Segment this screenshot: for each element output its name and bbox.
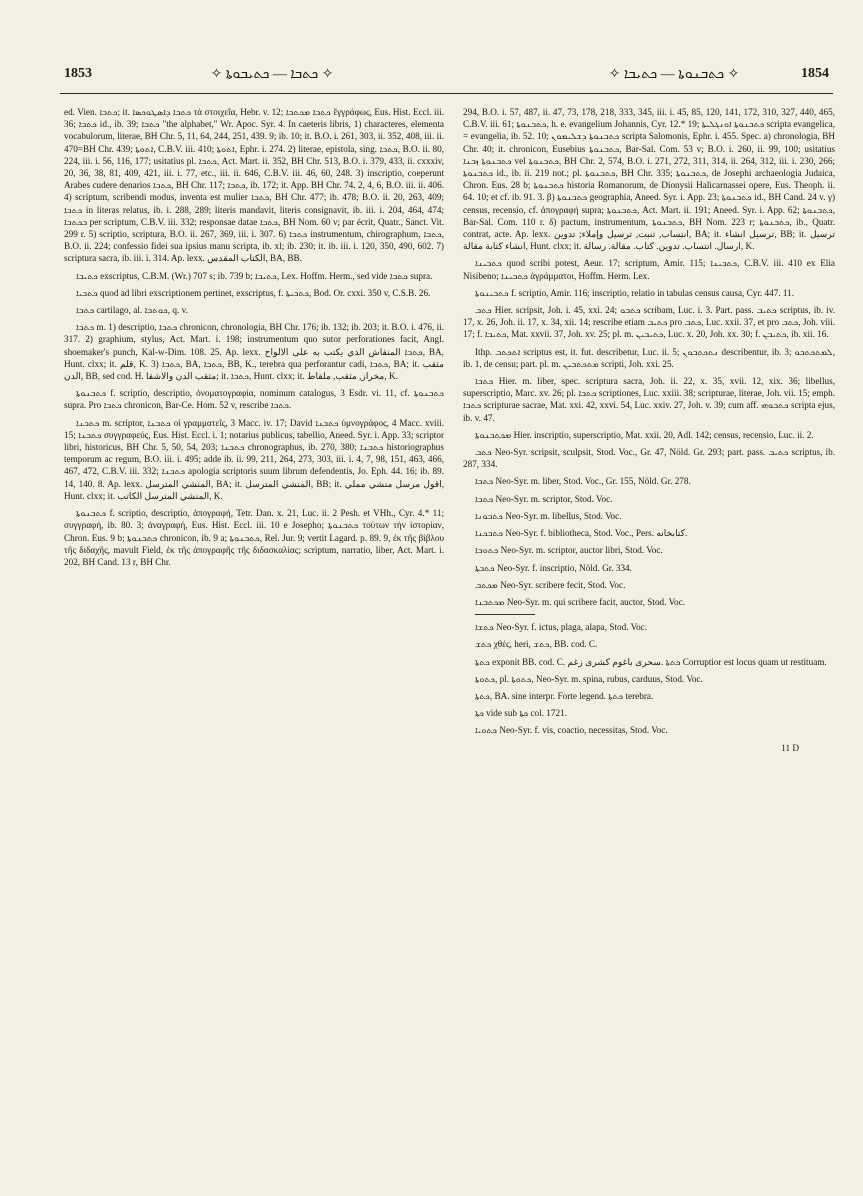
dictionary-entry: ܟܬܝܒܐ exscriptus, C.B.M. (Wr.) 707 s; ib. 739 b; ܟܬܝܒܐ, Lex. Hoffm. Herm., sed vide ܟܬܒܐ supra. — [76, 270, 433, 281]
dictionary-entry: ܟܬܒܐ Neo-Syr. m. scriptor, Stod. Voc. — [475, 493, 613, 504]
dictionary-entry: ܟܬܒܝܐ quod ad libri exscriptionem pertinet, exscriptus, f. ܟܬܒܝܬܐ, Bod. Or. cxxi. 350 v, C.S.B. 26. — [76, 287, 431, 298]
dictionary-entry: ܟܬܘܝܐ Neo-Syr. f. vis, coactio, necessitas, Stod. Voc. — [475, 725, 668, 736]
dictionary-entry: ܟܬܘܒܐ Neo-Syr. m. scriptor, auctor libri, Stod. Voc. — [475, 545, 663, 556]
dictionary-entry: ܟܬܘܬܐ, pl. ܟܬܘܬܐ, Neo-Syr. m. spina, rubus, carduus, Stod. Voc. — [475, 673, 703, 684]
dictionary-entry: ܟܬܒܐ cartilago, al. ܟܘܬܒܐ, q. v. — [76, 305, 188, 316]
dictionary-entry: ܟܬܒܢܐ m. scriptor, ܟܬܒܢܐ οἱ γραμματεῖς, 3 Macc. iv. 17; David ܟܬܒܢܐ ὑμνογράφος, 4 Macc. xviii. 15; ܟܬܒܢܐ συγγραφεύς, Eus. Hist. Eccl. i. 1; notarius publicus, tabellio, Aneed. Syr. i. App. 33; scriptor libri, historicus, BH Chr. 5, 50, 54, 203; ܟܬܒܢܐ chronographus, ib. 270, 380; ܟܬܒܢܐ historiographus temporum ac regum, B.O. iii. i. 495; adde ib. ii. 99, 211, 264, 273, 303, iii. i. 4, 7, 98, 151, 463, 466, 467, 472, C.B.V. iii. 332; ܟܬܒܢܐ apologia scriptoris suum librum defendentis, Jo. Eph. 44. 16; ib. 89. 14, 140. 8. Ap. lexx. المنشي المترسل, BA; it. المنشي المترسل, BB; it. اقول مرسل منشي مملي, Hunt. clxx; it. المنشي المترسل الكاتب, K. — [64, 417, 445, 501]
right-column — [463, 106, 835, 763]
dictionary-entry: ܡܟܬܒܢܘܬܐ Hier. inscriptio, superscriptio, Mat. xxii. 20, Adl. 142; census, recensio, Luc. ii. 2. — [475, 429, 814, 440]
running-header — [64, 66, 829, 86]
dictionary-entry: ܟܬܒ Neo-Syr. scripsit, sculpsit, Stod. Voc., Gr. 47, Nöld. Gr. 293; part. pass. ܟܬܝܒ scriptus, ib. 287, 334. — [463, 447, 835, 470]
dictionary-entry: ܟܬܒ Hier. scripsit, Joh. i. 45, xxi. 24; ܟܬܒܘ scribam, Luc. i. 3. Part. pass. ܟܬܝܒ scriptus, ib. iv. 17, x. 26, Joh. ii. 17, x. 34, xii. 14; rescribe etiam ܟܬܝܒ pro ܟܬܒ, Luc. xxii. 37, et pro ܟܬܒ, Joh. viii. 17; f. ܟܬܝܒܐ, Mat. xxvii. 37, Joh. xv. 25; pl. m. ܟܬܝܒܝܢ, Luc. x. 20, Joh. xx. 30; f. ܟܬܝܒܢ, ib. xii. 16. — [463, 305, 836, 340]
dictionary-entry: ܟܬܫ χθές, heri, ܟܬܫ, BB. cod. C. — [475, 639, 598, 650]
dictionary-entry: ܟܬܒܘܢܐ Neo-Syr. m. libellus, Stod. Voc. — [475, 510, 622, 521]
dictionary-entry: ܟܬܒܐ Neo-Syr. m. liber, Stod. Voc., Gr. 155, Nöld. Gr. 278. — [475, 476, 691, 487]
dictionary-entry: ܡܟܬܒ Neo-Syr. scribere fecit, Stod. Voc. — [475, 579, 626, 590]
running-title-right: ✧ ܟܬܒܢܘܬܐ — ܟܬܝܒܐ ✧ — [608, 67, 740, 82]
running-title-left: ✧ ܟܬܒܐ — ܟܬܝܒܘܬܐ ✧ — [210, 67, 334, 82]
dictionary-entry: ܟܬܒܐ m. 1) descriptio, ܟܬܒܐ chronicon, chronologia, BH Chr. 176; ib. 132; ib. 203; it. B.O. i. 476, ii. 317. 2) graphium, stylus, Act. Mart. i. 198; instrumentum quo sutor perforationes facit, Angl. shoemaker's punch, Kal-w-Dim. 108. 25. Ap. lexx. ܟܬܒܐ المنقاش الذي يكتب به على الالواح, BA, Hunt. clxx; it. قلم, K. 3) ܟܬܒܐ, BA, ܟܬܒܐ, BB, K., terebra qua perforantur cadi, ܟܬܒܐ, BA; it. مثقب الدن, BB, sed cod. H. مثقب الدن والاشقا; it. ܟܬܒܐ, Hunt. clxx; it. مخراز, مثقب, ملقاط, K. — [64, 322, 445, 382]
dictionary-entry: ܟܬܬܐ exponit BB. cod. C. ܟܬܬܐ .سحرى باغوم كشرى زغم Corruptior est locus quam ut restituam. — [475, 656, 827, 667]
dictionary-entry: ܟܬܒܬܐ Neo-Syr. f. inscriptio, Nöld. Gr. 334. — [475, 562, 632, 573]
dictionary-entry: ܟܬܬܐ, BA. sine interpr. Forte legend. ܟܬܬܐ terebra. — [475, 690, 654, 701]
dictionary-entry: 294, B.O. i. 57, 487, ii. 47, 73, 178, 218, 333, 345, iii. i. 45, 85, 120, 141, 172, 310, 327, 440, 465, C.B.V. iii. 61; ܟܬܒܢܘܬܐ, h. e. evangelium Johannis, Cyr. 12.* 19; ܟܬܒܢܘܬܐ ܐܘܢܓܠܝܬܐ scripta evangelica, = evangelia, ib. 52. 10; ܟܬܒܢܘܬܐ ܕܫܠܝܡܘܢ scripta Salomonis, Ephr. i. 455. Spec. a) chronologia, BH Chr. 40; it. chronicon, Eusebius ܟܬܒܢܘܬܐ, Bar-Sal. Com. 53 v; B.O. i. 260, ii. 99, 100; usitatius ܟܬܒܢܘܬܐ ܙܒܢܐ vel ܟܬܒܢܘܬܐ, BH Chr. 2, 574, B.O. i. 271, 272, 311, 314, ii. 264, 312, iii. i. 230, 266; ܟܬܒܢܘܬܐ id., ib. ii. 219 not.; pl. ܟܬܒܢܘܬܐ, BH Chr. 335; ܟܬܒܢܘܬܐ, de Josephi archaeologia Judaica, Chron. Eus. 28 b; ܟܬܒܢܘܬܐ historia Romanorum, de Dionysii Halicarnassei opere, Eus. Theoph. ii. 64. 10; et cf. ib. 91. 3. β) ܟܬܒܢܘܬܐ geographia, Aneed. Syr. i. App. 23; ܟܬܒܢܘܬܐ id., BH Cand. 24 v. γ) census, recensio, cf. ἀπογραφή supra; ܟܬܒܢܘܬܐ, Act. Mart. ii. 191; Aneed. Syr. i. App. 62; ܟܬܒܢܘܬܐ, Bar-Sal. Com. 110 r. δ) pactum, instrumentum, ܟܬܒܢܘܬܐ, BH Nom. 223 r; ܟܬܒܢܘܬܐ, ib., Quatr. contrat, acte. Ap. lexx. انتساب, تنبت, ترسيل وإملاء; تدوين, BA; it. ترسيل انشاء, BB; it. ترسيل انشاء كتابة مقالة, Hunt. clxx; it. ارسال. انتساب. تدوين. كتاب. مقالة. رسالة, K. — [463, 107, 836, 252]
dictionary-entry: ܟܬܒܟܢܐ Neo-Syr. f. bibliotheca, Stod. Voc., Pers. كتابخانه. — [475, 528, 688, 539]
page-number-right: 1854 — [801, 66, 829, 81]
dictionary-entry: ܟܬܒܢܘܬܐ f. scriptio, descriptio, ἀπογραφή, Tetr. Dan. x. 21, Luc. ii. 2 Pesh. et VHh., Cyr. 4.* 11; συγγραφή, ib. 80. 3; ἀναγραφή, Eus. Hist. Eccl. iii. 10 e Josepho; ܟܬܒܢܘܬܐ τούτων τὴν ἱστορίαν, Chron. Eus. 9 b; ܟܬܒܢܘܬܐ chronicon, ib. 9 a; ܟܬܒܢܘܬܐ, Rel. Jur. 9; vertit Lagard. p. 89. 9, ἐκ τῆς βίβλου τῆς διδαχῆς, mavult Field, ἐκ τῆς ἀπογραφῆς τῆς διδασκαλίας; scriptum, narratio, liber, Act. Mart. i. 202, BH Cand. 13 r, BH Chr. — [64, 508, 445, 567]
dictionary-entry: ed. Vien. ܟܬܒܐ; it. ܟܬܒܐ ܕܐܣܛܘܟܣܐ τὰ στοιχεῖα, Hebr. v. 12; ܟܬܒܐ ܡܟܬܒܐ ἔγγράφως, Eus. Hist. Eccl. iii. 36; ܟܬܒܐ id., ib. 39; ܟܬܒܐ "the alphabet," Wr. Apoc. Syr. 4. In caeteris libris, 1) characteres, elementa vocabulorum, literae, BH Chr. 5, 11, 64, 244, 251, 439. 9; ib. 10; it. B.O. i. 261, 303, ii. 352, 408, iii. ii. 470=BH Chr. 439; ܐܬܘܬܐ, C.B.V. iii. 410; ܐܬܘܬܐ, Ephr. i. 274. 2) literae, epistola, sing. ܟܬܒܐ, B.O. ii. 80, 224, iii. i. 56, 116, 177; usitatius pl. ܟܬܒܐ, Act. Mart. ii. 352, BH Chr. 513, B.O. i. 379, 433, ii. cxxxiv, 20, 36, 38, 81, 409, 421, iii. i. 77, etc., iii. ii. 646, C.B.V. iii. 46, 60, 248. 3) inscriptio, coeperunt Arabes cudere denarios ܟܬܒܐ, BH Chr. 117; ܟܬܒܐ, ib. 172; it. App. BH Chr. 74. 2, 4, 6, B.O. iii. ii. 406. 4) scriptum, scribendi modus, inventa est mulier ܟܬܒܐ, BH Chr. 477; ib. 478; B.O. ii. 20, 263, 409; ܟܬܒܐ in literas relatus, ib. i. 288, 289; literis mandavit, literis consignavit, ib. iii. i. 204, 464, 474; ܒܟܬܒܐ per scriptum, C.B.V. iii. 332; responsae datae ܟܬܒܐ, BH Nom. 60 v; par écrit, Quatr., Sanct. Vit. 299 r. 5) scriptio, scriptura, B.O. ii. 267, 369, iii. i. 307. 6) ܟܬܒܐ instrumentum, chirographum, ܟܬܒܐ, B.O. ii. 224; confessio fidei sua ipsius manu scripta, ib. xl; ib. 230; it. ib. iii. i. 120, 350, 490, 602. 7) scriptura sacra, ib. iii. i. 314. Ap. lexx. الكتاب المقدس, BA, BB. — [64, 107, 445, 264]
dictionary-entry: ܟܬܫܐ Neo-Syr. f. ictus, plaga, alapa, Stod. Voc. — [475, 622, 648, 633]
signature-mark: 11 D — [781, 742, 799, 753]
dictionary-entry: ܟܬܒܝܢܐ quod scribi potest, Aeur. 17; scriptum, Amir. 115; ܟܬܒܝܢܐ, C.B.V. iii. 410 ex Elia Nisibeno; ܟܬܒܝܢܐ ἀγράμματοι, Hoffm. Herm. Lex. — [463, 258, 835, 281]
dictionary-entry: ܡܟܬܒܢܐ Neo-Syr. m. qui scribere facit, auctor, Stod. Voc. — [475, 596, 685, 607]
page-number-left: 1853 — [64, 66, 92, 81]
dictionary-entry: Ithp. ܐܬܟܬܒ scriptus est, it. fut. describetur, Luc. ii. 5; ܢܬܟܬܒܘܢ describentur, ib. 3; ܠܡܬܟܬܒܘ, ib. 1, de censu; part. pl. m. ܡܬܟܬܒܝܢ scripti, Joh. xxi. 25. — [463, 346, 835, 369]
dictionary-entry: ܟܬܐ vide sub ܟܬܐ col. 1721. — [475, 708, 567, 719]
left-column — [64, 106, 444, 573]
dictionary-entry: ܟܬܒܝܢܘܬܐ f. scriptio, Amir. 116; inscriptio, relatio in tabulas census causa, Cyr. 447. 11. — [475, 287, 795, 298]
dictionary-entry: ܟܬܒܢܘܬܐ f. scriptio, descriptio, ὀνοματογραφία, nominum catalogus, 3 Esdr. vi. 11, cf. ܟܬܒܢܘܬܐ supra. Pro ܟܬܒܐ chronicon, Bar-Ce. Hom. 52 v, rescribe ܟܬܒܐ. — [64, 388, 444, 411]
section-divider — [475, 614, 535, 615]
dictionary-entry: ܟܬܒܐ Hier. m. liber, spec. scriptura sacra, Joh. ii. 22, x. 35, xvii. 12, xix. 36; libellus, superscriptio, Marc. xv. 26; pl. ܟܬܒܐ scriptiones, Luc. xxiii. 38; scripturae, literae, Joh. vii. 15; emph. ܟܬܒܐ scripturae sacrae, Mat. xxi. 42, xxvi. 54, Luc. xxiv. 27, Joh. v. 39; cum aff. ܟܬܒܘܗܝ scripta ejus, ib. v. 47. — [463, 376, 835, 423]
header-rule — [60, 93, 833, 94]
